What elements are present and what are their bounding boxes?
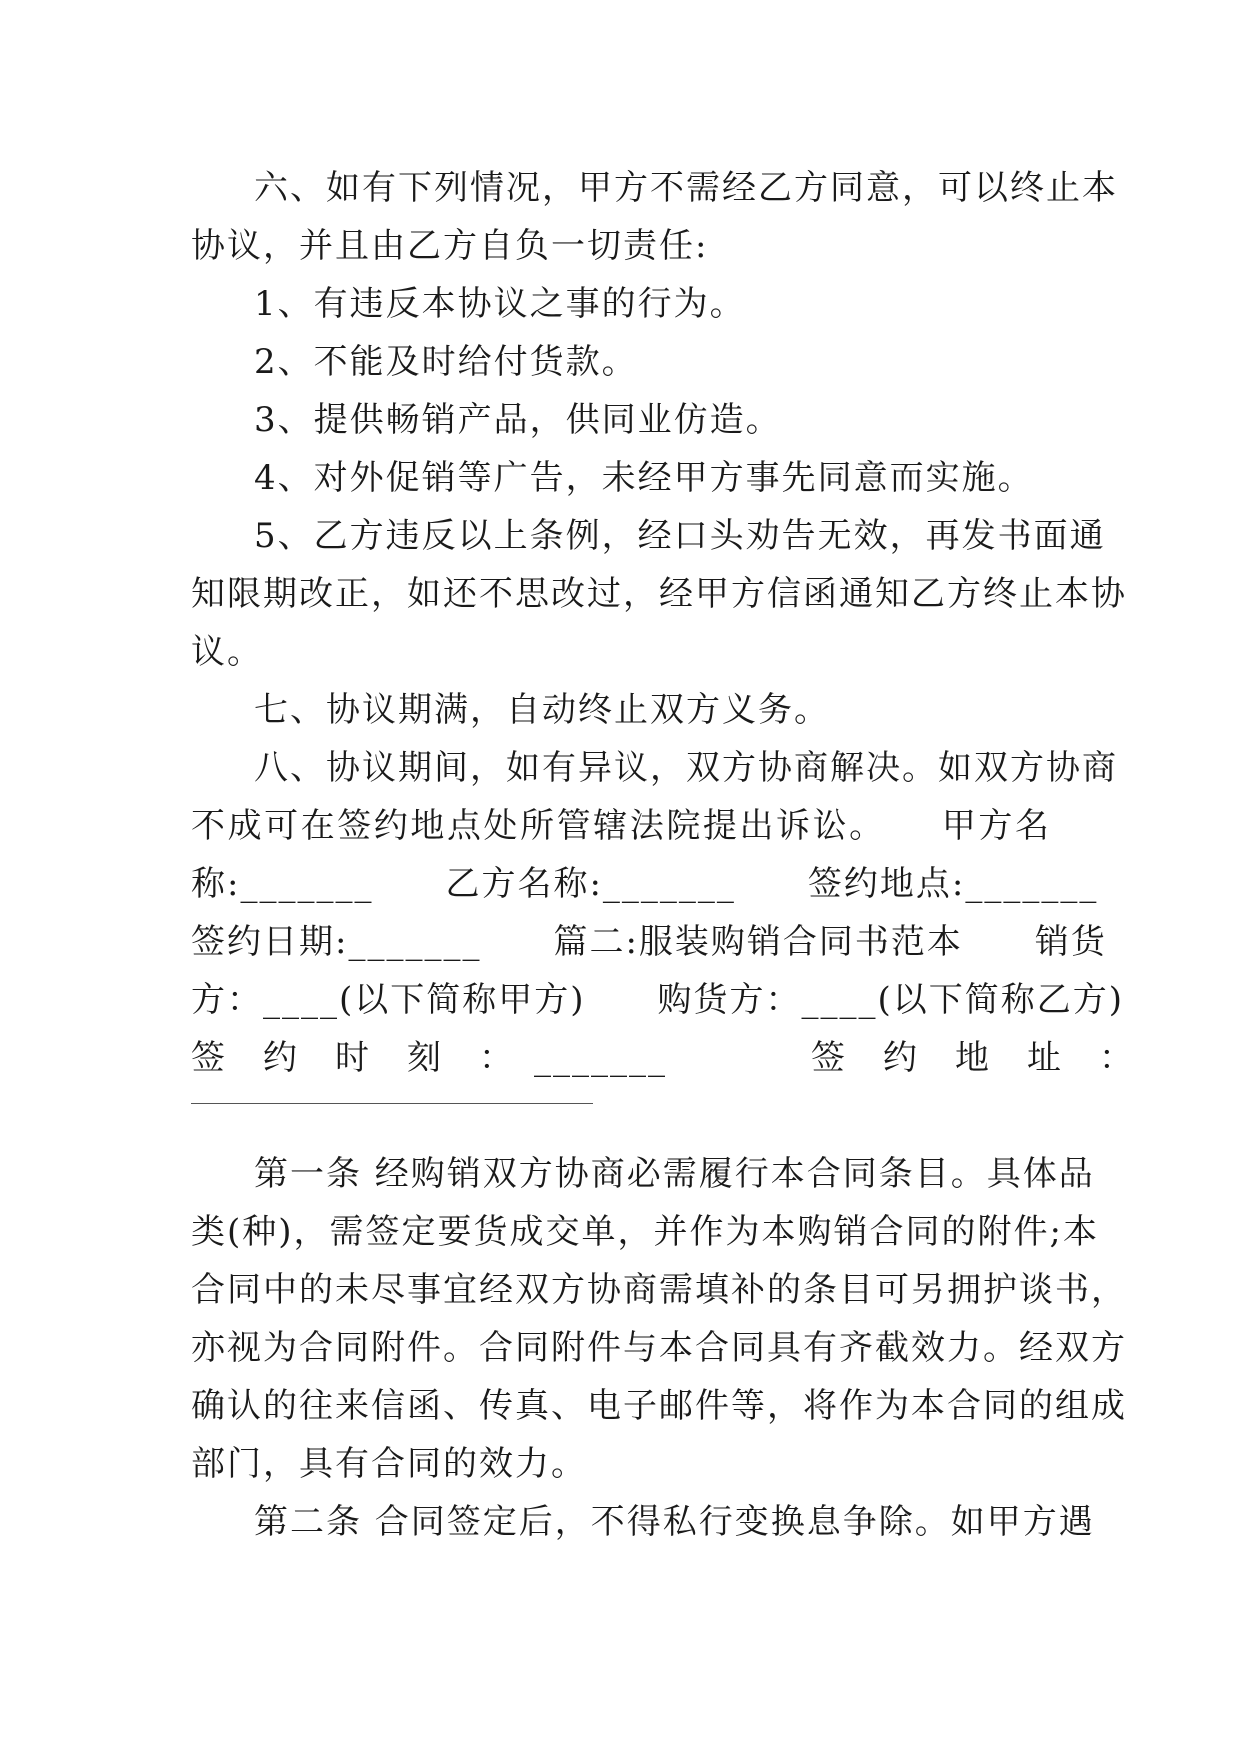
text-line: 确认的往来信函、传真、电子邮件等，将作为本合同的组成 [191, 1386, 1127, 1426]
text-line: 议。 [191, 632, 263, 672]
text-line: 第二条 合同签定后，不得私行变换息争除。如甲方遇 [254, 1502, 1095, 1542]
text-line: 2、不能及时给付货款。 [254, 342, 638, 382]
text-line: 六、如有下列情况，甲方不需经乙方同意，可以终止本 [254, 168, 1118, 208]
text-line: 亦视为合同附件。合同附件与本合同具有齐截效力。经双方 [191, 1328, 1127, 1368]
text-line: 协议，并且由乙方自负一切责任: [191, 226, 709, 266]
text-line: 知限期改正，如还不思改过，经甲方信函通知乙方终止本协 [191, 574, 1127, 614]
text-line: 方：____(以下简称甲方) 购货方：____(以下简称乙方) [191, 980, 1125, 1020]
text-line: 八、协议期间，如有异议，双方协商解决。如双方协商 [254, 748, 1118, 788]
text-line: 七、协议期满，自动终止双方义务。 [254, 690, 830, 730]
text-line: 称:_______ 乙方名称:_______ 签约地点:_______ [191, 864, 1099, 904]
text-line: 类(种)，需签定要货成交单，并作为本购销合同的附件;本 [191, 1212, 1099, 1252]
text-line: 部门，具有合同的效力。 [191, 1444, 587, 1484]
text-line: 5、乙方违反以上条例，经口头劝告无效，再发书面通 [254, 516, 1106, 556]
text-line: 合同中的未尽事宜经双方协商需填补的条目可另拥护谈书， [191, 1270, 1127, 1310]
text-line: 不成可在签约地点处所管辖法院提出诉讼。 甲方名 [191, 806, 1051, 846]
text-line: 3、提供畅销产品，供同业仿造。 [254, 400, 782, 440]
text-line: 4、对外促销等广告，未经甲方事先同意而实施。 [254, 458, 1034, 498]
text-line: 1、有违反本协议之事的行为。 [254, 284, 746, 324]
text-line: 签 约 时 刻 ： _______ 签 约 地 址 ： [191, 1038, 1135, 1078]
signature-blank-line [191, 1103, 593, 1104]
text-line: 签约日期:_______ 篇二:服装购销合同书范本 销货 [191, 922, 1107, 962]
text-line: 第一条 经购销双方协商必需履行本合同条目。具体品 [254, 1154, 1095, 1194]
